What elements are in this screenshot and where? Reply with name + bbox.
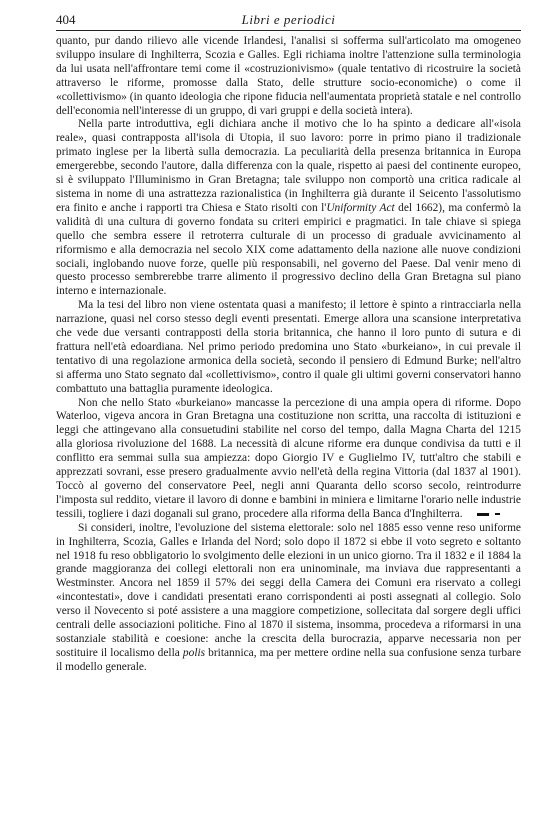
running-head: Libri e periodici <box>241 12 336 27</box>
print-mark <box>463 508 500 520</box>
page-header <box>56 10 521 31</box>
text-run: Nella parte introduttiva, egli dichiara anche il motivo che lo ha spinto a dedicare all'«isola reale», quasi contrapposta all'isola di Utopia, il suo lavoro: porre in primo piano il tradizionale primato inglese per la libertà sulla democrazia. La peculiarità della presenza britannica in Europa emergerebbe, secondo l'autore, dalla differenza con la quale, rispetto ai paesi del continente europeo, si è sviluppato l'Illuminismo in Gran Bretagna; tale sviluppo non comportò una critica radicale al sistema in nome di una astrattezza razionalistica (in Inghilterra già durante il Seicento l'assolutismo era finito e anche i rapporti tra Chiesa e Stato risolti con l' <box>56 118 521 214</box>
paragraph-3 <box>56 299 521 396</box>
paragraph-5 <box>56 522 521 675</box>
italic-text: Uniformity Act <box>326 201 395 214</box>
paragraph-4 <box>56 397 521 522</box>
print-mark <box>477 513 489 516</box>
text-run: britannica, ma per mettere ordine nella sua confusione senza turbare il modello generale. <box>56 646 521 673</box>
paragraph-2 <box>56 118 521 299</box>
italic-text: polis <box>182 646 206 659</box>
text-run: Ma la tesi del libro non viene ostentata quasi a manifesto; il lettore è spinto a rintracciarla nella narrazione, quasi nel corso stesso degli eventi presentati. Emerge allora una scansione interpretativa che vede due versanti contrapposti della storia britannica, che hanno il loro punto di sutura e di frattura nell'età edoardiana. Nel primo periodo predomina uno Stato «burkeiano», in cui prevale il tentativo di una regolazione armonica della società, secondo il pensiero di Edmund Burke; nell'altro si afferma uno Stato segnato dal «collettivismo», contro il quale gli ultimi governi conservatori hanno combattuto una battaglia puramente ideologica. <box>56 299 521 395</box>
body-text <box>56 35 521 675</box>
text-run: quanto, pur dando rilievo alle vicende Irlandesi, l'analisi si sofferma sull'articolato ma omogeneo sviluppo insulare di Inghilterra, Scozia e Galles. Egli richiama inoltre l'attenzione sulla terminologia da lui usata nell'affrontare temi come il «costruzionivismo» (quale tentativo di ricostruire la società attraverso le riforme, promosse dalla Stato, delle strutture socio-economiche) o come il «collettivismo» (in quanto ideologia che ripone fiducia nell'aumentata proprietà statale e nel controllo dell'economia nell'interesse di un gruppo, di vari gruppi e della società intera). <box>56 35 521 117</box>
print-mark <box>495 513 500 515</box>
page-number: 404 <box>56 12 76 27</box>
text-run: del 1662), ma confermò la validità di una cultura di governo fondata su criteri empirici e pragmatici. In tale chiave si spiega quello che sembra essere il retroterra culturale di un processo di graduale avvicinamento al riformismo e alla democrazia nel secolo XIX come adattamento della nazione alle nuove condizioni sociali, inglobando nuove forze, quelle più responsabili, nel governo del Paese. Dal venir meno di questo processo sembrerebbe trarre alimento il progressivo declino della Gran Bretagna sul piano interno e internazionale. <box>56 201 522 298</box>
text-run: Non che nello Stato «burkeiano» mancasse la percezione di una ampia opera di riforme. Dopo Waterloo, vigeva ancora in Gran Bretagna una costituzione non scritta, una raccolta di istituzioni e leggi che attingevano alla consuetudini stabilite nel corso del tempo, dalla Magna Charta del 1215 alla gloriosa rivoluzione del 1688. La necessità di alcune riforme era dunque condivisa da tutti e il conflitto era semmai sulla sua ampiezza: dopo Giorgio IV e Guglielmo IV, tutt'altro che stabili e apprezzati sovrani, esse presero gradualmente avvio nell'età della regina Vittoria (dal 1837 al 1901). Toccò al governo del conservatore Peel, negli anni Quaranta dello scorso secolo, reintrodurre l'imposta sul reddito, vietare il lavoro di donne e bambini in miniera e limitarne l'orario nelle industrie tessili, togliere i dazi doganali sul grano, procedere alla riforma della Banca d'Inghilterra. <box>56 396 521 520</box>
book-page <box>56 10 521 675</box>
text-run: Si consideri, inoltre, l'evoluzione del sistema elettorale: solo nel 1885 esso venne reso uniforme in Inghilterra, Scozia, Galles e Irlanda del Nord; solo dopo il 1872 si ebbe il voto segreto e soltanto nel 1918 fu reso obbligatorio lo svolgimento delle elezioni in un unico giorno. Tra il 1832 e il 1884 la grande maggioranza dei collegi elettorali non era uninominale, ma inviava due rappresentanti a Westminster. Ancora nel 1859 il 57% dei seggi della Camera dei Comuni era riservato a collegi «incontestati», dove i candidati presentati erano corrispondenti ai posti assegnati al collegio. Solo verso il Novecento si poté assistere a una maggiore competizione, sollecitata dal sorgere degli uffici centrali delle associazioni politiche. Fino al 1870 il sistema, insomma, procedeva a riformarsi in una sostanziale stabilità e coesione: anche la crescita della burocrazia, apparve necessaria non per sostituire il localismo della <box>56 521 521 659</box>
paragraph-1 <box>56 35 521 118</box>
